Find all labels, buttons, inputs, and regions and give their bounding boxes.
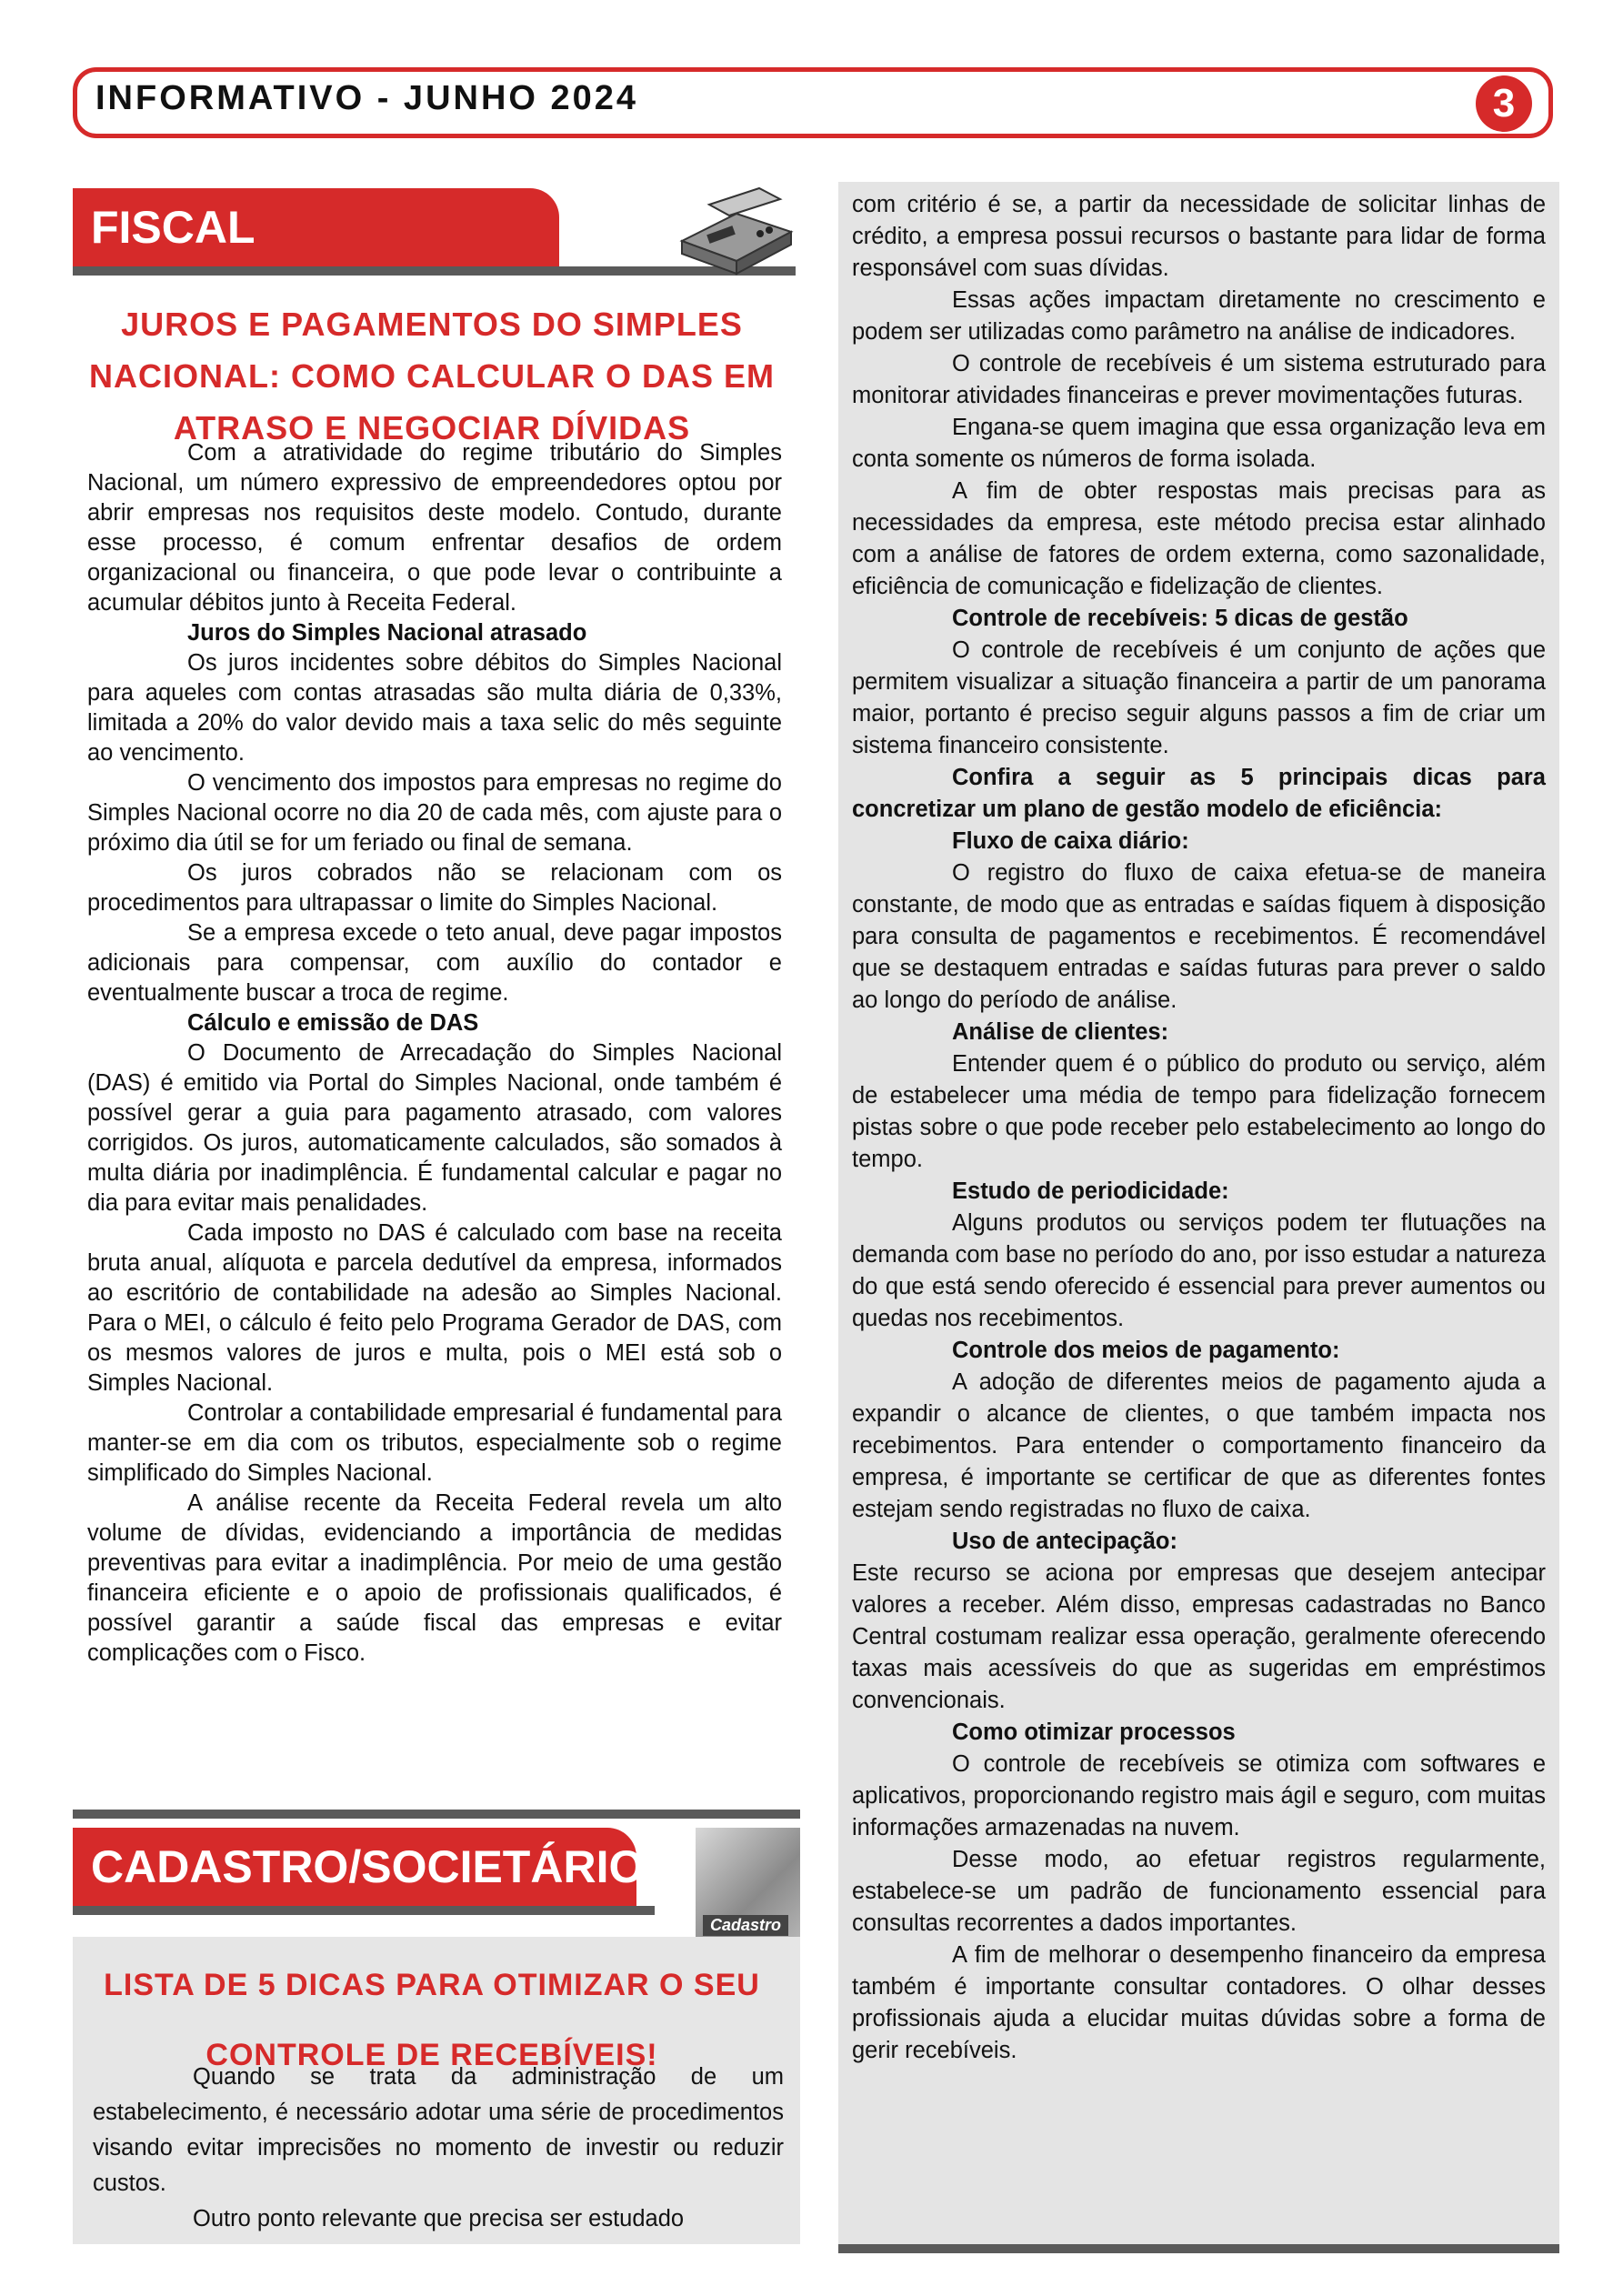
paragraph: Outro ponto relevante que precisa ser estudado bbox=[193, 2206, 685, 2231]
section-rule bbox=[73, 1906, 655, 1915]
newsletter-title: INFORMATIVO - JUNHO 2024 bbox=[95, 79, 639, 117]
subheading: Como otimizar processos bbox=[952, 1719, 1236, 1745]
page-header bbox=[73, 67, 1553, 138]
subheading: Uso de antecipação: bbox=[952, 1529, 1177, 1554]
paragraph: O Documento de Arrecadação do Simples Nacional (DAS) é emitido via Portal do Simples Nacional, onde também é possível gerar a guia para pagamento atrasado, com valores corrigidos. Os juros, automaticamente calculados, são somados à multa diária por inadimplência. É fundamental calcular e pagar no dia para evitar mais penalidades. bbox=[87, 1040, 782, 1216]
page-number-badge: 3 bbox=[1476, 75, 1532, 132]
paragraph: Desse modo, ao efetuar registros regularmente, estabelece-se um padrão de funcionamento essencial para consultas recorrentes a dados importantes. bbox=[852, 1847, 1546, 1936]
paragraph: Essas ações impactam diretamente no crescimento e podem ser utilizadas como parâmetro na análise de indicadores. bbox=[852, 287, 1546, 345]
paragraph: Cada imposto no DAS é calculado com base na receita bruta anual, alíquota e parcela dedutível da empresa, informados ao escritório de contabilidade na adesão ao Simples Nacional. Para o MEI, o cálculo é feito pelo Programa Gerador de DAS, com os mesmos valores de juros e multa, pois o MEI está sob o Simples Nacional. bbox=[87, 1220, 782, 1396]
paragraph: O controle de recebíveis é um conjunto de ações que permitem visualizar a situação financeira a partir de um panorama maior, portanto é preciso seguir alguns passos a fim de criar um sistema financeiro consistente. bbox=[852, 637, 1546, 758]
cash-register-icon bbox=[673, 186, 800, 277]
subheading: Cálculo e emissão de DAS bbox=[187, 1010, 479, 1036]
section-tab-cadastro: CADASTRO/SOCIETÁRIO bbox=[73, 1828, 636, 1906]
paragraph: O controle de recebíveis é um sistema estruturado para monitorar atividades financeiras e prever movimentações futuras. bbox=[852, 351, 1546, 408]
paragraph: Os juros cobrados não se relacionam com os procedimentos para ultrapassar o limite do Simples Nacional. bbox=[87, 860, 782, 916]
paragraph: Com a atratividade do regime tributário do Simples Nacional, um número expressivo de empreendedores optou por abrir empresas nos requisitos deste modelo. Contudo, durante esse processo, é comum enfrentar desafios de ordem organizacional ou financeira, o que pode levar o contribuinte a acumular débitos junto à Receita Federal. bbox=[87, 440, 782, 616]
subheading: Juros do Simples Nacional atrasado bbox=[187, 620, 587, 646]
paragraph: Alguns produtos ou serviços podem ter flutuações na demanda com base no período do ano, por isso estudar a natureza do que está sendo oferecido é essencial para prever aumentos ou quedas nos recebimentos. bbox=[852, 1210, 1546, 1331]
fiscal-headline: JUROS E PAGAMENTOS DO SIMPLES NACIONAL: COMO CALCULAR O DAS EM ATRASO E NEGOCIAR DÍVIDAS bbox=[89, 306, 775, 446]
subheading: Estudo de periodicidade: bbox=[952, 1178, 1229, 1204]
paragraph: Se a empresa excede o teto anual, deve pagar impostos adicionais para compensar, com auxílio do contador e eventualmente buscar a troca de regime. bbox=[87, 920, 782, 1006]
subheading: Fluxo de caixa diário: bbox=[952, 828, 1189, 854]
paragraph: Quando se trata da administração de um estabelecimento, é necessário adotar uma série de procedimentos visando evitar imprecisões no momento de investir ou reduzir custos. bbox=[93, 2064, 784, 2196]
subheading: Análise de clientes: bbox=[952, 1019, 1169, 1045]
paragraph: Engana-se quem imagina que essa organização leva em conta somente os números de forma isolada. bbox=[852, 415, 1546, 472]
cadastro-article-body bbox=[93, 2060, 784, 2237]
paragraph: A análise recente da Receita Federal revela um alto volume de dívidas, evidenciando a importância de medidas preventivas para evitar a inadimplência. Por meio de uma gestão financeira eficiente e o apoio de profissionais qualificados, é possível garantir a saúde fiscal das empresas e evitar complicações com o Fisco. bbox=[87, 1490, 782, 1666]
fiscal-article-body bbox=[87, 438, 782, 1669]
paragraph: A adoção de diferentes meios de pagamento ajuda a expandir o alcance de clientes, o que também impacta nos recebimentos. Para entender o comportamento financeiro da empresa, é importante se certificar de que as diferentes fontes estejam sendo registradas no fluxo de caixa. bbox=[852, 1369, 1546, 1522]
cadastro-icon-label: Cadastro bbox=[703, 1915, 788, 1936]
paragraph: Os juros incidentes sobre débitos do Simples Nacional para aqueles com contas atrasadas são multa diária de 0,33%, limitada a 20% do valor devido mais a taxa selic do mês seguinte ao vencimento. bbox=[87, 650, 782, 766]
paragraph: com critério é se, a partir da necessidade de solicitar linhas de crédito, a empresa possui recursos o bastante para lidar de forma responsável com suas dívidas. bbox=[852, 192, 1546, 281]
subheading: Confira a seguir as 5 principais dicas para concretizar um plano de gestão modelo de eficiência: bbox=[852, 765, 1546, 822]
paragraph: O registro do fluxo de caixa efetua-se de maneira constante, de modo que as entradas e saídas fiquem à disposição para consulta de pagamentos e recebimentos. É recomendável que se destaquem entradas e saídas futuras para prever o saldo ao longo do período de análise. bbox=[852, 860, 1546, 1013]
right-column-body bbox=[852, 189, 1546, 2067]
cadastro-headline: LISTA DE 5 DICAS PARA OTIMIZAR O SEU CONTROLE DE RECEBÍVEIS! bbox=[104, 1968, 760, 2072]
section-tab-fiscal: FISCAL bbox=[73, 188, 559, 266]
paragraph: A fim de obter respostas mais precisas para as necessidades da empresa, este método precisa estar alinhado com a análise de fatores de ordem externa, como sazonalidade, eficiência de comunicação e fidelização de clientes. bbox=[852, 478, 1546, 599]
paragraph: A fim de melhorar o desempenho financeiro da empresa também é importante consultar contadores. O olhar desses profissionais ajuda a elucidar muitas dúvidas sobre a forma de gerir recebíveis. bbox=[852, 1942, 1546, 2063]
paragraph: Controlar a contabilidade empresarial é fundamental para manter-se em dia com os tributos, especialmente sob o regime simplificado do Simples Nacional. bbox=[87, 1400, 782, 1486]
paragraph: Este recurso se aciona por empresas que desejem antecipar valores a receber. Além disso, empresas cadastradas no Banco Central costumam realizar essa operação, geralmente oferecendo taxas mais acessíveis do que as sugeridas em empréstimos convencionais. bbox=[852, 1560, 1546, 1713]
paragraph: O vencimento dos impostos para empresas no regime do Simples Nacional ocorre no dia 20 de cada mês, com ajuste para o próximo dia útil se for um feriado ou final de semana. bbox=[87, 770, 782, 856]
section-rule bbox=[73, 1810, 800, 1819]
column-bottom-rule bbox=[838, 2244, 1559, 2253]
cadastro-icon bbox=[696, 1828, 800, 1941]
subheading: Controle de recebíveis: 5 dicas de gestão bbox=[952, 606, 1408, 631]
paragraph: O controle de recebíveis se otimiza com softwares e aplicativos, proporcionando registro mais ágil e seguro, com muitas informações armazenadas na nuvem. bbox=[852, 1751, 1546, 1840]
paragraph: Entender quem é o público do produto ou serviço, além de estabelecer uma média de tempo para fidelização fornecem pistas sobre o que pode receber pelo estabelecimento ao longo do tempo. bbox=[852, 1051, 1546, 1172]
subheading: Controle dos meios de pagamento: bbox=[952, 1338, 1340, 1363]
